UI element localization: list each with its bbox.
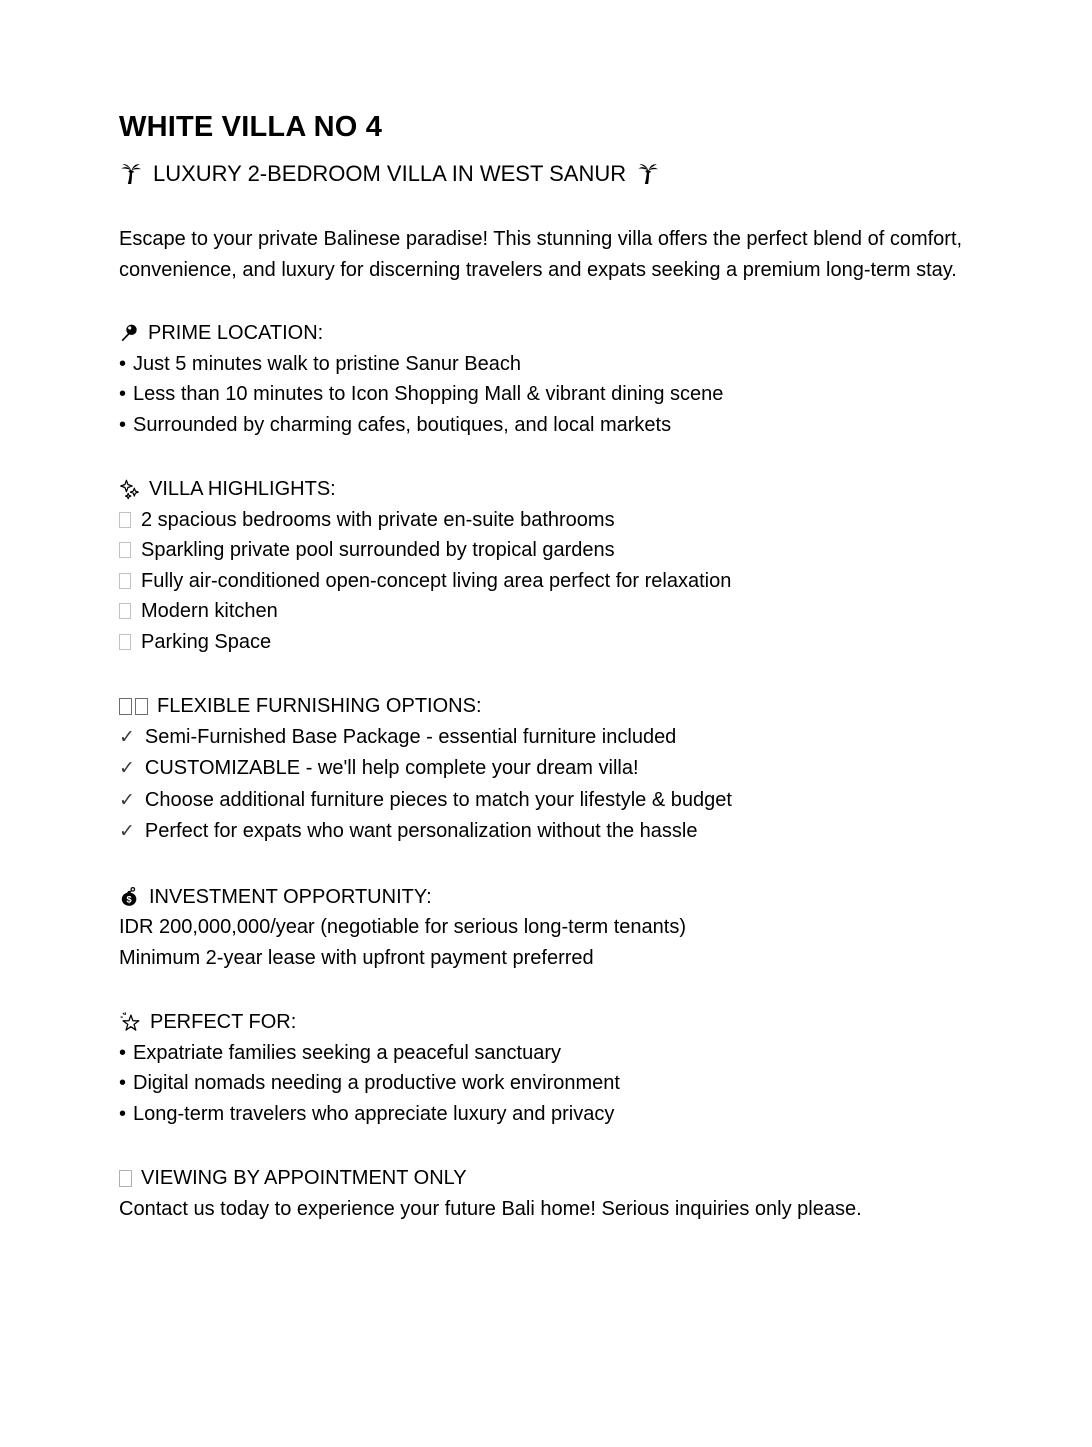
round-pushpin-icon: [119, 323, 139, 343]
list-item: [119, 753, 1030, 785]
missing-glyph-boxes-icon: [119, 698, 148, 715]
list-item: [119, 535, 1030, 566]
list-item-text: Digital nomads needing a productive work environment: [133, 1072, 620, 1094]
intro-paragraph: Escape to your private Balinese paradise! This stunning villa offers the perfect blend of comfort, convenience, and luxury for discerning travelers and expats seeking a premium long-term stay.: [119, 228, 963, 281]
list-item: [119, 627, 1030, 658]
list-item: [119, 943, 1030, 974]
section-heading-text: PERFECT FOR:: [150, 1011, 297, 1033]
section-heading-text: VILLA HIGHLIGHTS:: [149, 478, 336, 500]
list-item: [119, 722, 1030, 754]
section-viewing-by-appointment: [119, 1163, 1030, 1224]
palm-tree-icon: [119, 162, 143, 186]
checkmark-marker: ✓: [119, 821, 135, 842]
glowing-star-icon: [119, 1011, 141, 1033]
list-item-text: Choose additional furniture pieces to match your lifestyle & budget: [144, 788, 732, 811]
list-item-text: Perfect for expats who want personalization without the hassle: [144, 820, 698, 842]
section-heading: [119, 1007, 1030, 1038]
section-heading-text: FLEXIBLE FURNISHING OPTIONS:: [157, 695, 482, 717]
list-item: [119, 349, 1030, 380]
section-heading-text: PRIME LOCATION:: [148, 322, 324, 344]
list-item-text: Sparkling private pool surrounded by tropical gardens: [141, 539, 615, 561]
section-heading: [119, 1163, 1030, 1194]
list-item: [119, 785, 1030, 817]
list-item: [119, 1038, 1030, 1069]
list-item: [119, 379, 1030, 410]
list-item: [119, 596, 1030, 627]
money-bag-icon: [119, 886, 140, 907]
bullet-marker: •: [119, 1102, 127, 1125]
bullet-marker: •: [119, 1041, 127, 1064]
missing-glyph-box-icon: [119, 512, 131, 528]
section-villa-highlights: [119, 474, 1030, 657]
section-flexible-furnishing-options: [119, 691, 1030, 848]
list-item-text: Semi-Furnished Base Package - essential furniture included: [144, 725, 677, 748]
missing-glyph-box-icon: [119, 542, 131, 558]
checkmark-marker: ✓: [119, 726, 135, 748]
list-item-text: Minimum 2-year lease with upfront payment preferred: [119, 946, 594, 969]
list-item-text: Modern kitchen: [141, 600, 278, 622]
svg-text:$: $: [126, 894, 132, 905]
section-heading: [119, 882, 1030, 913]
list-item: [119, 566, 1030, 597]
list-item-text: Less than 10 minutes to Icon Shopping Mall & vibrant dining scene: [133, 383, 724, 405]
list-item-text: CUSTOMIZABLE - we'll help complete your dream villa!: [144, 757, 639, 779]
page-title: WHITE VILLA NO 4: [119, 111, 383, 143]
list-item-text: Fully air-conditioned open-concept living area perfect for relaxation: [141, 569, 732, 592]
palm-tree-icon: [636, 162, 660, 186]
bullet-marker: •: [119, 352, 127, 375]
section-heading: [119, 691, 1030, 722]
checkmark-marker: ✓: [119, 758, 135, 779]
section-perfect-for: [119, 1007, 1030, 1129]
list-item-text: Just 5 minutes walk to pristine Sanur Beach: [133, 352, 521, 375]
missing-glyph-box-icon: [119, 1170, 132, 1187]
section-investment-opportunity: [119, 882, 1030, 974]
bullet-marker: •: [119, 1072, 127, 1094]
bullet-marker: •: [119, 383, 127, 405]
list-item: [119, 505, 1030, 536]
list-item-text: Parking Space: [141, 630, 272, 653]
missing-glyph-box-icon: [119, 573, 131, 589]
subtitle-text: LUXURY 2-BEDROOM VILLA IN WEST SANUR: [153, 161, 627, 186]
section-heading: [119, 474, 1030, 505]
list-item: [119, 1194, 1030, 1225]
list-item-text: Expatriate families seeking a peaceful sanctuary: [133, 1041, 562, 1064]
checkmark-marker: ✓: [119, 789, 135, 811]
list-item-text: IDR 200,000,000/year (negotiable for serious long-term tenants): [119, 916, 686, 938]
list-item: [119, 1099, 1030, 1130]
list-item-text: Long-term travelers who appreciate luxury and privacy: [133, 1102, 615, 1125]
list-item: [119, 410, 1030, 441]
list-item: [119, 816, 1030, 848]
section-heading-text: INVESTMENT OPPORTUNITY:: [149, 885, 432, 908]
bullet-marker: •: [119, 413, 127, 436]
list-item: [119, 1068, 1030, 1099]
list-item: [119, 912, 1030, 943]
list-item-text: Surrounded by charming cafes, boutiques, and local markets: [133, 413, 672, 436]
missing-glyph-box-icon: [119, 634, 131, 650]
sparkles-icon: [119, 479, 140, 500]
missing-glyph-box-icon: [119, 603, 131, 619]
section-heading: [119, 318, 1030, 349]
document-sections: [119, 318, 1030, 1224]
document-subtitle: [119, 158, 1030, 189]
section-heading-text: VIEWING BY APPOINTMENT ONLY: [141, 1167, 467, 1189]
list-item-text: Contact us today to experience your future Bali home! Serious inquiries only please.: [119, 1197, 862, 1220]
list-item-text: 2 spacious bedrooms with private en-suite bathrooms: [141, 508, 615, 531]
section-prime-location: [119, 318, 1030, 440]
